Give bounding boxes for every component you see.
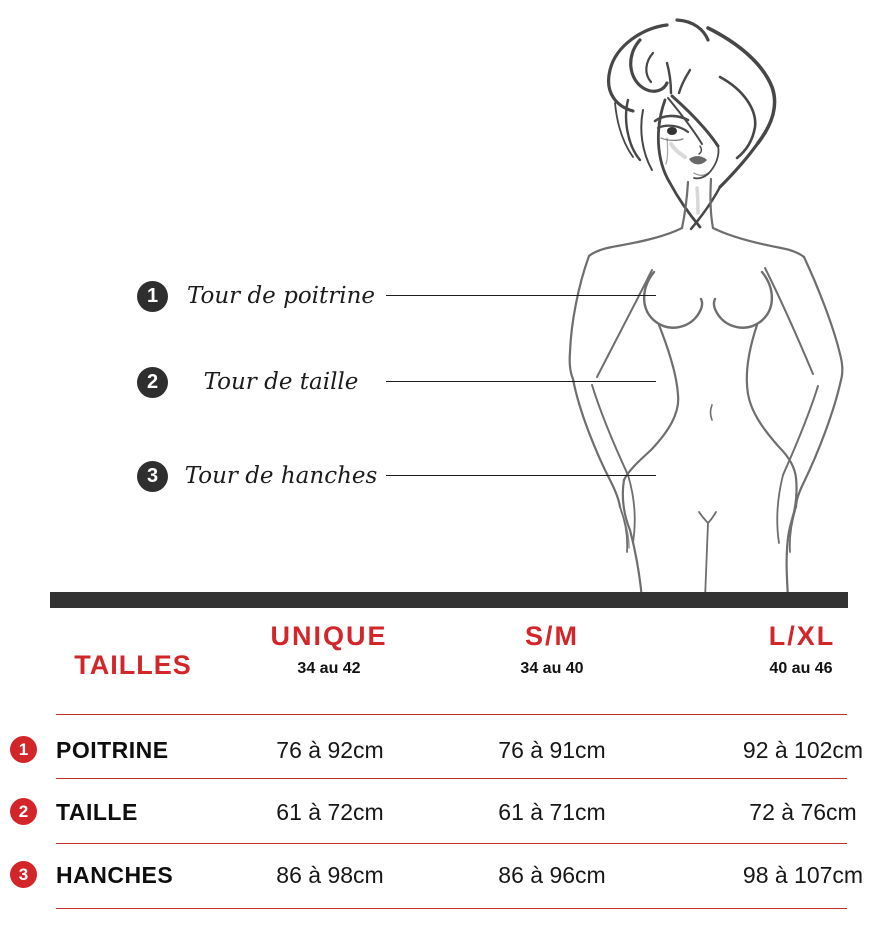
- cell-poitrine-sm: 76 à 91cm: [498, 737, 606, 763]
- measure-label-hanches: Tour de hanches: [184, 463, 378, 489]
- row-label-poitrine: POITRINE: [56, 737, 169, 763]
- divider-bar: [50, 592, 848, 608]
- cell-poitrine-unique: 76 à 92cm: [276, 737, 384, 763]
- pointer-line-hanches: [386, 475, 656, 476]
- pointer-line-poitrine: [386, 295, 656, 296]
- cell-hanches-unique: 86 à 98cm: [276, 862, 384, 888]
- row-badge-2: 2: [10, 798, 37, 825]
- measure-label-taille: Tour de taille: [203, 369, 359, 395]
- row-label-taille: TAILLE: [56, 799, 138, 825]
- table-header-tailles: TAILLES: [74, 650, 192, 680]
- pointer-line-taille: [386, 381, 656, 382]
- column-range-lxl: 40 au 46: [769, 660, 833, 677]
- row-label-hanches: HANCHES: [56, 862, 174, 888]
- measure-badge-1: 1: [137, 281, 168, 312]
- cell-taille-sm: 61 à 71cm: [498, 799, 606, 825]
- row-separator: [56, 843, 847, 844]
- column-range-sm: 34 au 40: [520, 660, 584, 677]
- measure-badge-2: 2: [137, 367, 168, 398]
- row-badge-3: 3: [10, 861, 37, 888]
- measure-label-poitrine: Tour de poitrine: [186, 283, 376, 309]
- row-separator: [56, 778, 847, 779]
- cell-hanches-sm: 86 à 96cm: [498, 862, 606, 888]
- column-header-sm: S/M: [524, 621, 580, 651]
- row-separator: [56, 908, 847, 909]
- cell-poitrine-lxl: 92 à 102cm: [742, 737, 864, 763]
- cell-hanches-lxl: 98 à 107cm: [742, 862, 864, 888]
- column-range-unique: 34 au 42: [297, 660, 361, 677]
- cell-taille-lxl: 72 à 76cm: [749, 799, 857, 825]
- column-header-lxl: L/XL: [768, 621, 836, 651]
- cell-taille-unique: 61 à 72cm: [276, 799, 384, 825]
- row-separator: [56, 714, 847, 715]
- column-header-unique: UNIQUE: [270, 621, 388, 651]
- row-badge-1: 1: [10, 736, 37, 763]
- measure-badge-3: 3: [137, 461, 168, 492]
